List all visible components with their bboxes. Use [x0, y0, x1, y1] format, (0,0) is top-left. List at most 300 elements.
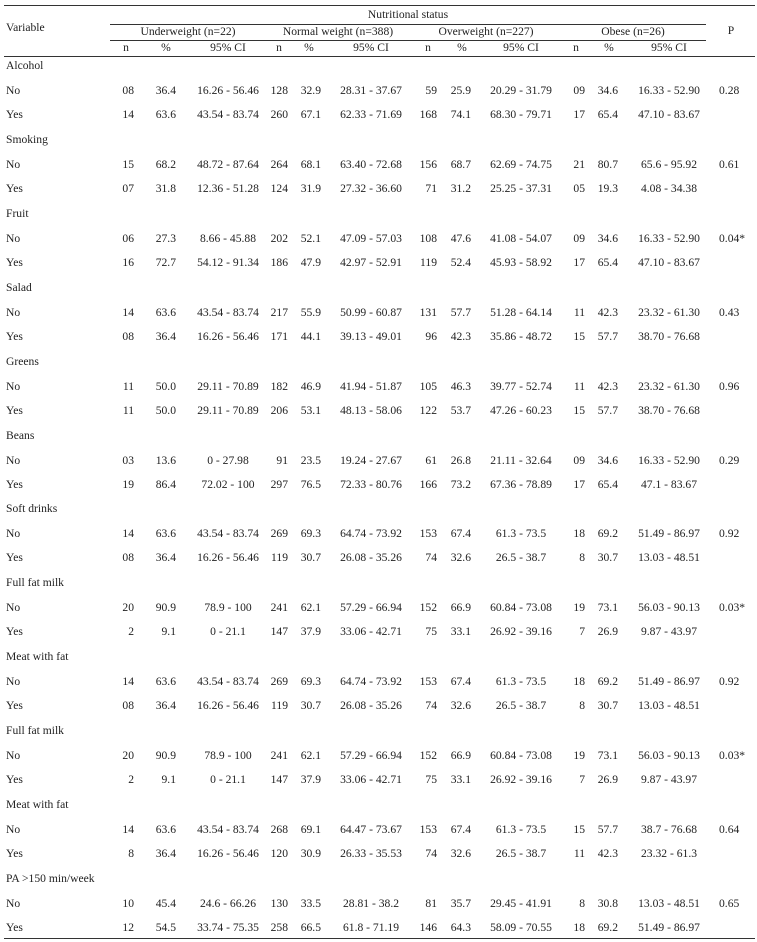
cell-pct: 67.1 [300, 108, 321, 121]
row-label: Yes [6, 255, 23, 269]
variable-name: Beans [6, 428, 35, 442]
cell-n: 202 [270, 231, 288, 245]
cell-n: 241 [270, 749, 288, 763]
cell-n: 166 [419, 477, 437, 491]
cell-ci: 64.47 - 73.67 [340, 823, 402, 836]
cell-n: 152 [419, 601, 437, 615]
cell-pct: 42.3 [597, 305, 618, 319]
cell-pct: 65.4 [597, 108, 618, 121]
cell-ci: 9.87 - 43.97 [640, 773, 698, 787]
cell-n: 297 [270, 477, 288, 491]
cell-n: 61 [425, 453, 437, 467]
cell-pct: 52.4 [450, 255, 471, 269]
cell-ci: 39.77 - 52.74 [490, 379, 552, 393]
row-label: No [6, 453, 21, 467]
row-label: Yes [6, 625, 23, 639]
cell-pct: 44.1 [300, 329, 321, 343]
cell-n: 260 [270, 108, 288, 121]
cell-ci: 19.24 - 27.67 [340, 453, 402, 467]
cell-ci: 38.70 - 76.68 [638, 403, 700, 417]
cell-n: 119 [271, 551, 288, 565]
cell-ci: 72.33 - 80.76 [340, 477, 402, 491]
cell-ci: 50.99 - 60.87 [340, 305, 402, 319]
cell-ci: 16.26 - 56.46 [197, 329, 259, 343]
cell-ci: 8.66 - 45.88 [199, 231, 257, 245]
cell-ci: 51.49 - 86.97 [638, 527, 700, 541]
subheader-ci: 95% CI [353, 41, 389, 54]
cell-n: 75 [425, 625, 437, 639]
cell-pct: 32.6 [450, 551, 471, 565]
p-value: 0.65 [719, 896, 740, 910]
cell-ci: 0 - 21.1 [210, 773, 246, 787]
cell-pct: 42.3 [597, 379, 618, 393]
cell-ci: 60.84 - 73.08 [490, 749, 552, 763]
cell-pct: 54.5 [155, 920, 176, 934]
p-value: 0.92 [719, 527, 740, 541]
cell-n: 75 [425, 773, 437, 787]
cell-ci: 62.69 - 74.75 [490, 157, 552, 171]
cell-ci: 43.54 - 83.74 [197, 527, 259, 541]
cell-ci: 23.32 - 61.30 [638, 379, 700, 393]
cell-n: 264 [270, 157, 288, 171]
cell-n: 14 [122, 675, 134, 689]
cell-pct: 32.6 [450, 847, 471, 860]
cell-n: 119 [420, 255, 437, 269]
variable-name: Smoking [6, 132, 48, 146]
cell-pct: 53.7 [450, 403, 471, 417]
cell-ci: 39.13 - 49.01 [340, 329, 402, 343]
cell-ci: 41.94 - 51.87 [340, 379, 402, 393]
variable-header: Variable [6, 21, 45, 34]
cell-pct: 68.1 [300, 157, 321, 171]
cell-ci: 60.84 - 73.08 [490, 601, 552, 615]
cell-n: 152 [419, 749, 437, 763]
cell-pct: 66.9 [450, 601, 471, 615]
cell-ci: 26.08 - 35.26 [340, 699, 402, 713]
cell-ci: 29.45 - 41.91 [490, 896, 552, 910]
cell-ci: 65.6 - 95.92 [640, 157, 698, 171]
row-label: No [6, 601, 21, 615]
cell-pct: 90.9 [155, 749, 176, 763]
cell-n: 21 [573, 157, 585, 171]
cell-n: 91 [276, 453, 288, 467]
row-label: Yes [6, 551, 23, 565]
row-label: No [6, 157, 21, 171]
cell-ci: 16.26 - 56.46 [197, 699, 259, 713]
cell-n: 09 [573, 231, 585, 245]
cell-pct: 26.8 [450, 453, 471, 467]
cell-ci: 38.70 - 76.68 [638, 329, 700, 343]
cell-n: 06 [122, 231, 134, 245]
cell-ci: 25.25 - 37.31 [490, 181, 552, 195]
cell-n: 2 [128, 773, 134, 787]
group-label-overweight: Overweight (n=227) [438, 25, 534, 38]
cell-ci: 57.29 - 66.94 [340, 749, 402, 763]
cell-n: 14 [122, 108, 134, 121]
row-label: Yes [6, 403, 23, 417]
cell-pct: 42.3 [597, 847, 618, 860]
cell-n: 11 [122, 379, 134, 393]
cell-n: 10 [122, 896, 134, 910]
row-label: No [6, 675, 21, 689]
cell-ci: 43.54 - 83.74 [197, 823, 259, 836]
cell-n: 03 [122, 453, 134, 467]
cell-ci: 47.09 - 57.03 [340, 231, 402, 245]
cell-pct: 50.0 [155, 379, 176, 393]
row-label: Yes [6, 773, 23, 787]
cell-ci: 58.09 - 70.55 [490, 920, 552, 934]
cell-ci: 61.8 - 71.19 [342, 920, 400, 934]
cell-pct: 73.1 [597, 601, 618, 615]
cell-ci: 54.12 - 91.34 [197, 255, 259, 269]
cell-ci: 4.08 - 34.38 [640, 181, 698, 195]
cell-pct: 57.7 [450, 305, 471, 319]
p-value: 0.96 [719, 379, 740, 393]
cell-n: 269 [270, 675, 288, 689]
cell-ci: 26.5 - 38.7 [495, 551, 547, 565]
cell-ci: 68.30 - 79.71 [490, 108, 552, 121]
variable-name: Meat with fat [6, 798, 69, 811]
cell-n: 08 [122, 699, 134, 713]
cell-pct: 47.9 [300, 255, 321, 269]
top-rule [4, 5, 755, 6]
variable-name: Salad [6, 280, 32, 294]
row-label: Yes [6, 108, 23, 121]
cell-pct: 86.4 [155, 477, 176, 491]
cell-ci: 47.10 - 83.67 [638, 255, 700, 269]
cell-n: 7 [579, 773, 585, 787]
group-label-obese: Obese (n=26) [601, 25, 665, 38]
cell-ci: 26.5 - 38.7 [495, 699, 547, 713]
cell-n: 153 [419, 823, 437, 836]
cell-pct: 34.6 [597, 231, 618, 245]
cell-pct: 69.3 [300, 675, 321, 689]
cell-n: 07 [122, 181, 134, 195]
cell-pct: 36.4 [155, 699, 176, 713]
cell-pct: 13.6 [155, 453, 176, 467]
cell-pct: 69.2 [597, 675, 618, 689]
cell-ci: 62.33 - 71.69 [340, 108, 402, 121]
cell-n: 71 [425, 181, 437, 195]
cell-ci: 35.86 - 48.72 [490, 329, 552, 343]
cell-pct: 53.1 [300, 403, 321, 417]
cell-ci: 56.03 - 90.13 [638, 601, 700, 615]
cell-n: 96 [425, 329, 437, 343]
p-header: P [727, 24, 735, 37]
p-value: 0.03* [719, 749, 746, 763]
variable-name: Alcohol [6, 59, 44, 72]
cell-pct: 30.7 [597, 551, 618, 565]
cell-pct: 63.6 [155, 527, 176, 541]
cell-ci: 56.03 - 90.13 [638, 749, 700, 763]
cell-pct: 63.6 [155, 823, 176, 836]
cell-pct: 57.7 [597, 823, 618, 836]
variable-name: Soft drinks [6, 502, 58, 516]
cell-ci: 27.32 - 36.60 [340, 181, 402, 195]
cell-n: 124 [270, 181, 288, 195]
cell-pct: 55.9 [300, 305, 321, 319]
cell-ci: 23.32 - 61.30 [638, 305, 700, 319]
cell-pct: 63.6 [155, 675, 176, 689]
cell-n: 14 [122, 527, 134, 541]
cell-ci: 57.29 - 66.94 [340, 601, 402, 615]
cell-pct: 31.2 [450, 181, 471, 195]
cell-n: 206 [270, 403, 288, 417]
cell-ci: 61.3 - 73.5 [495, 675, 547, 689]
subheader-ci: 95% CI [651, 41, 687, 54]
cell-ci: 45.93 - 58.92 [490, 255, 552, 269]
cell-ci: 16.26 - 56.46 [197, 847, 259, 860]
p-value: 0.61 [719, 157, 740, 171]
group-label-normal: Normal weight (n=388) [282, 25, 394, 38]
cell-ci: 61.3 - 73.5 [495, 823, 547, 836]
cell-pct: 31.8 [155, 181, 176, 195]
cell-n: 217 [270, 305, 288, 319]
row-label: Yes [6, 181, 23, 195]
row-label: No [6, 84, 21, 97]
cell-n: 11 [573, 379, 585, 393]
cell-n: 11 [122, 403, 134, 417]
row-label: No [6, 231, 21, 245]
cell-pct: 65.4 [597, 255, 618, 269]
cell-n: 19 [573, 601, 585, 615]
cell-pct: 30.8 [597, 896, 618, 910]
cell-pct: 47.6 [450, 231, 471, 245]
cell-n: 08 [122, 329, 134, 343]
row-label: No [6, 823, 21, 836]
cell-ci: 43.54 - 83.74 [197, 108, 259, 121]
cell-pct: 73.2 [450, 477, 471, 491]
group-label-underweight: Underweight (n=22) [140, 25, 236, 38]
cell-ci: 64.74 - 73.92 [340, 527, 402, 541]
cell-ci: 24.6 - 66.26 [199, 896, 257, 910]
cell-n: 74 [425, 551, 437, 565]
cell-n: 09 [573, 453, 585, 467]
cell-pct: 63.6 [155, 305, 176, 319]
cell-n: 17 [573, 477, 585, 491]
cell-pct: 34.6 [597, 453, 618, 467]
cell-n: 147 [270, 773, 288, 787]
cell-pct: 68.2 [155, 157, 176, 171]
cell-pct: 64.3 [450, 920, 471, 934]
cell-pct: 65.4 [597, 477, 618, 491]
cell-pct: 33.1 [450, 773, 471, 787]
subheader-n: n [573, 41, 579, 54]
cell-n: 18 [573, 527, 585, 541]
cell-n: 15 [573, 329, 585, 343]
cell-n: 258 [270, 920, 288, 934]
cell-pct: 36.4 [155, 84, 176, 97]
cell-n: 14 [122, 823, 134, 836]
cell-ci: 29.11 - 70.89 [197, 403, 259, 417]
subheader-n: n [276, 41, 282, 54]
subheader-rule-normal [266, 40, 412, 41]
cell-n: 130 [270, 896, 288, 910]
cell-n: 108 [419, 231, 437, 245]
cell-n: 81 [425, 896, 437, 910]
cell-n: 11 [573, 305, 585, 319]
subheader-n: n [123, 41, 129, 54]
cell-pct: 27.3 [155, 231, 176, 245]
cell-pct: 69.1 [300, 823, 321, 836]
header-bottom-rule [4, 56, 755, 57]
cell-pct: 36.4 [155, 847, 176, 860]
cell-pct: 30.9 [300, 847, 321, 860]
cell-pct: 25.9 [450, 84, 471, 97]
cell-ci: 26.08 - 35.26 [340, 551, 402, 565]
cell-pct: 26.9 [597, 625, 618, 639]
p-value: 0.64 [719, 823, 740, 836]
cell-ci: 43.54 - 83.74 [197, 675, 259, 689]
cell-pct: 74.1 [450, 108, 471, 121]
cell-n: 05 [573, 181, 585, 195]
cell-ci: 21.11 - 32.64 [490, 453, 552, 467]
cell-pct: 72.7 [155, 255, 176, 269]
subheader-pct: % [304, 41, 314, 54]
variable-name: Full fat milk [6, 576, 64, 590]
cell-ci: 28.81 - 38.2 [342, 896, 400, 910]
cell-pct: 46.9 [300, 379, 321, 393]
cell-n: 18 [573, 675, 585, 689]
cell-n: 8 [128, 847, 134, 860]
cell-n: 74 [425, 699, 437, 713]
row-label: Yes [6, 699, 23, 713]
cell-n: 268 [270, 823, 288, 836]
cell-ci: 33.74 - 75.35 [197, 920, 259, 934]
subheader-n: n [425, 41, 431, 54]
cell-ci: 43.54 - 83.74 [197, 305, 259, 319]
cell-ci: 42.97 - 52.91 [340, 255, 402, 269]
cell-pct: 57.7 [597, 329, 618, 343]
row-label: No [6, 379, 21, 393]
cell-pct: 69.2 [597, 527, 618, 541]
cell-ci: 51.28 - 64.14 [490, 305, 552, 319]
cell-ci: 26.92 - 39.16 [490, 625, 552, 639]
cell-ci: 16.33 - 52.90 [638, 453, 700, 467]
bottom-rule [4, 938, 755, 939]
cell-ci: 26.33 - 35.53 [340, 847, 402, 860]
cell-ci: 78.9 - 100 [204, 601, 252, 615]
cell-ci: 48.72 - 87.64 [197, 157, 259, 171]
p-value: 0.28 [719, 84, 740, 97]
p-value: 0.43 [719, 305, 740, 319]
cell-pct: 66.9 [450, 749, 471, 763]
cell-n: 168 [419, 108, 437, 121]
cell-n: 119 [271, 699, 288, 713]
row-label: Yes [6, 477, 23, 491]
cell-n: 15 [573, 403, 585, 417]
cell-ci: 0 - 21.1 [210, 625, 246, 639]
cell-pct: 45.4 [155, 896, 176, 910]
cell-pct: 63.6 [155, 108, 176, 121]
cell-ci: 23.32 - 61.3 [640, 847, 698, 860]
cell-pct: 90.9 [155, 601, 176, 615]
p-value: 0.29 [719, 453, 740, 467]
variable-name: Meat with fat [6, 650, 69, 664]
row-label: Yes [6, 329, 23, 343]
cell-n: 18 [573, 920, 585, 934]
cell-n: 2 [128, 625, 134, 639]
cell-pct: 9.1 [161, 773, 176, 787]
cell-pct: 42.3 [450, 329, 471, 343]
cell-ci: 16.26 - 56.46 [197, 551, 259, 565]
cell-pct: 46.3 [450, 379, 471, 393]
cell-pct: 26.9 [597, 773, 618, 787]
cell-ci: 33.06 - 42.71 [340, 773, 402, 787]
cell-n: 16 [122, 255, 134, 269]
cell-ci: 63.40 - 72.68 [340, 157, 402, 171]
cell-ci: 33.06 - 42.71 [340, 625, 402, 639]
cell-ci: 29.11 - 70.89 [197, 379, 259, 393]
cell-ci: 16.33 - 52.90 [638, 84, 700, 97]
cell-pct: 76.5 [300, 477, 321, 491]
cell-n: 8 [579, 699, 585, 713]
cell-n: 147 [270, 625, 288, 639]
cell-ci: 16.33 - 52.90 [638, 231, 700, 245]
cell-ci: 9.87 - 43.97 [640, 625, 698, 639]
cell-pct: 31.9 [300, 181, 321, 195]
cell-n: 8 [579, 896, 585, 910]
cell-n: 74 [425, 847, 437, 860]
cell-pct: 34.6 [597, 84, 618, 97]
cell-ci: 64.74 - 73.92 [340, 675, 402, 689]
cell-pct: 35.7 [450, 896, 471, 910]
cell-pct: 30.7 [300, 551, 321, 565]
row-label: Yes [6, 920, 23, 934]
cell-ci: 47.10 - 83.67 [638, 108, 700, 121]
cell-ci: 38.7 - 76.68 [640, 823, 698, 836]
p-value: 0.92 [719, 675, 740, 689]
cell-ci: 47.26 - 60.23 [490, 403, 552, 417]
cell-n: 122 [419, 403, 437, 417]
cell-pct: 23.5 [300, 453, 321, 467]
cell-pct: 37.9 [300, 773, 321, 787]
variable-name: Greens [6, 354, 39, 368]
cell-ci: 28.31 - 37.67 [340, 84, 402, 97]
cell-n: 20 [122, 601, 134, 615]
cell-n: 20 [122, 749, 134, 763]
cell-ci: 26.5 - 38.7 [495, 847, 547, 860]
cell-pct: 32.9 [300, 84, 321, 97]
cell-n: 131 [419, 305, 437, 319]
cell-n: 12 [122, 920, 134, 934]
cell-pct: 80.7 [597, 157, 618, 171]
variable-name: Fruit [6, 206, 29, 220]
cell-pct: 67.4 [450, 675, 471, 689]
cell-pct: 73.1 [597, 749, 618, 763]
cell-n: 17 [573, 108, 585, 121]
cell-ci: 13.03 - 48.51 [638, 896, 700, 910]
cell-pct: 33.5 [300, 896, 321, 910]
cell-ci: 26.92 - 39.16 [490, 773, 552, 787]
cell-n: 171 [270, 329, 288, 343]
cell-pct: 62.1 [300, 601, 321, 615]
subheader-ci: 95% CI [503, 41, 539, 54]
cell-ci: 0 - 27.98 [207, 453, 249, 467]
variable-name: Full fat milk [6, 724, 64, 738]
cell-ci: 16.26 - 56.46 [197, 84, 259, 97]
cell-ci: 13.03 - 48.51 [638, 551, 700, 565]
cell-ci: 78.9 - 100 [204, 749, 252, 763]
cell-ci: 48.13 - 58.06 [340, 403, 402, 417]
row-label: No [6, 527, 21, 541]
cell-n: 15 [122, 157, 134, 171]
cell-n: 7 [579, 625, 585, 639]
cell-pct: 9.1 [161, 625, 176, 639]
cell-pct: 37.9 [300, 625, 321, 639]
cell-n: 128 [270, 84, 288, 97]
cell-n: 105 [419, 379, 437, 393]
